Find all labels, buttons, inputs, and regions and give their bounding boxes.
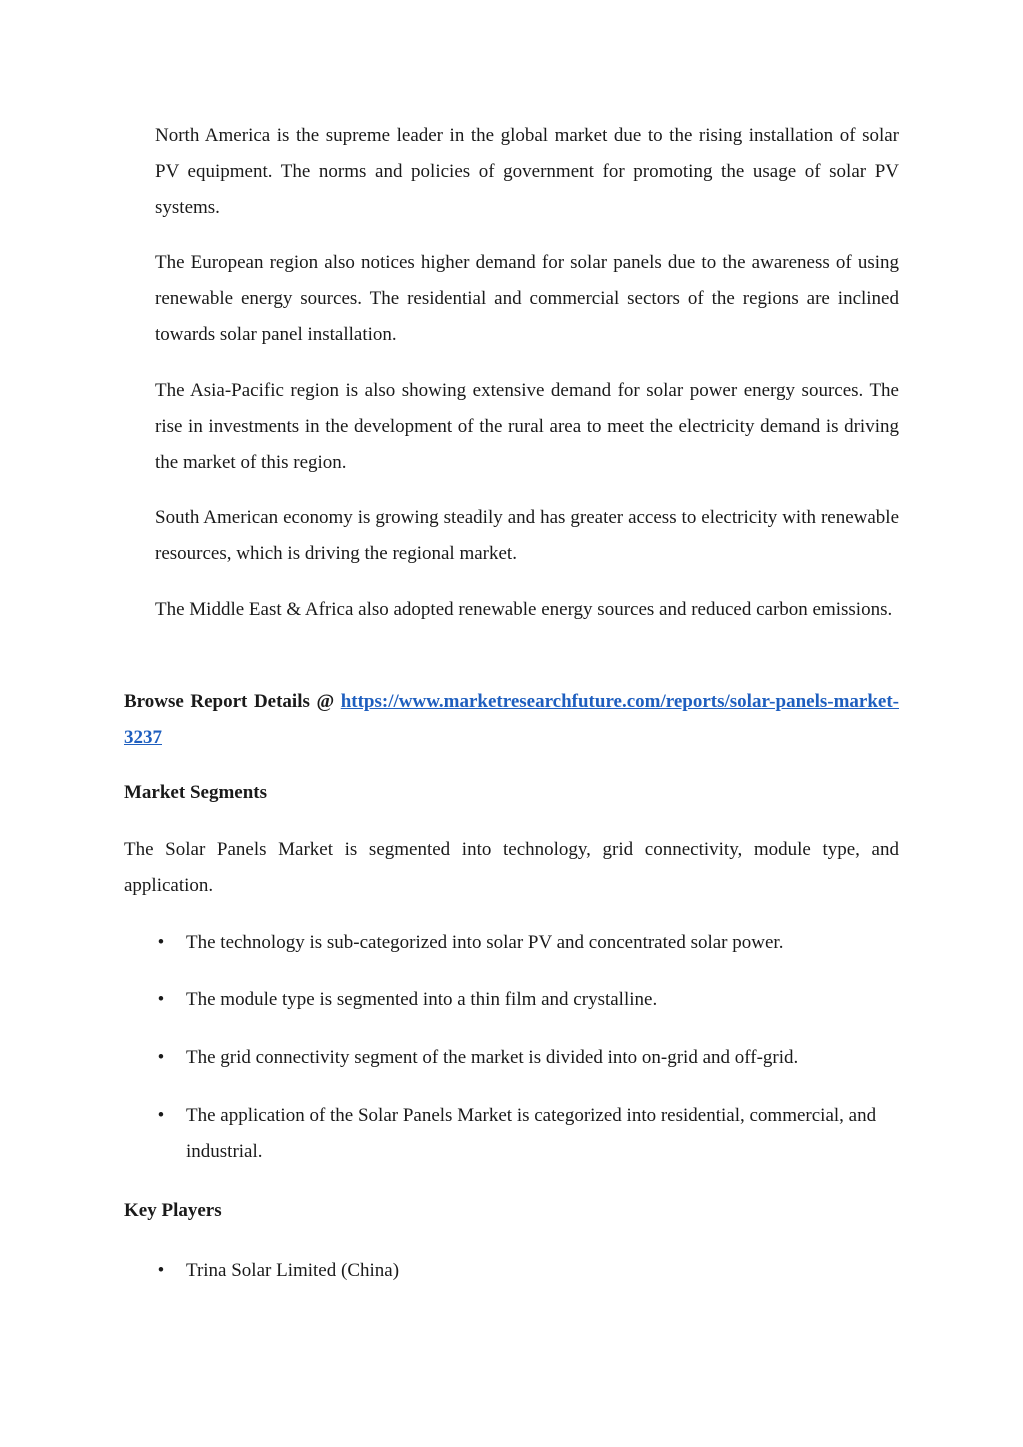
bullet-icon: •: [157, 1105, 165, 1126]
bullet-icon: •: [157, 1260, 165, 1281]
bullet-icon: •: [157, 932, 165, 953]
list-item: [155, 1040, 899, 1076]
list-item-text: The application of the Solar Panels Market is categorized into residential, commercial, and industrial.: [186, 1105, 877, 1162]
list-item-text: The technology is sub-categorized into solar PV and concentrated solar power.: [186, 932, 784, 953]
list-item-text: Trina Solar Limited (China): [186, 1260, 400, 1281]
paragraph-south-america: South American economy is growing steadily and has greater access to electricity with renewable resources, which is driving the regional market.: [155, 507, 899, 564]
report-link[interactable]: https://www.marketresearchfuture.com/reports/solar-panels-market-3237: [124, 691, 899, 748]
bullet-icon: •: [157, 1047, 165, 1068]
list-item: [155, 1253, 899, 1289]
list-item: [155, 925, 899, 961]
paragraph-europe: The European region also notices higher demand for solar panels due to the awareness of using renewable energy sources. The residential and commercial sectors of the regions are inclined towards solar panel installation.: [155, 252, 899, 345]
paragraph-middle-east-africa: The Middle East & Africa also adopted renewable energy sources and reduced carbon emissions.: [155, 599, 893, 620]
browse-report-label: Browse Report Details @: [124, 691, 335, 712]
market-segments-intro: The Solar Panels Market is segmented into technology, grid connectivity, module type, and application.: [124, 839, 899, 896]
list-item: [155, 1098, 899, 1170]
list-item-text: The grid connectivity segment of the market is divided into on-grid and off-grid.: [186, 1047, 799, 1068]
key-players-heading: Key Players: [124, 1200, 222, 1221]
paragraph-asia-pacific: The Asia-Pacific region is also showing extensive demand for solar power energy sources. The rise in investments in the development of the rural area to meet the electricity demand is driving the market of this region.: [155, 380, 899, 473]
list-item: [155, 982, 899, 1018]
paragraph-north-america: North America is the supreme leader in the global market due to the rising installation of solar PV equipment. The norms and policies of government for promoting the usage of solar PV systems.: [155, 125, 899, 218]
market-segments-heading: Market Segments: [124, 782, 267, 803]
bullet-icon: •: [157, 989, 165, 1010]
browse-report-line: [124, 684, 899, 756]
list-item-text: The module type is segmented into a thin film and crystalline.: [186, 989, 658, 1010]
